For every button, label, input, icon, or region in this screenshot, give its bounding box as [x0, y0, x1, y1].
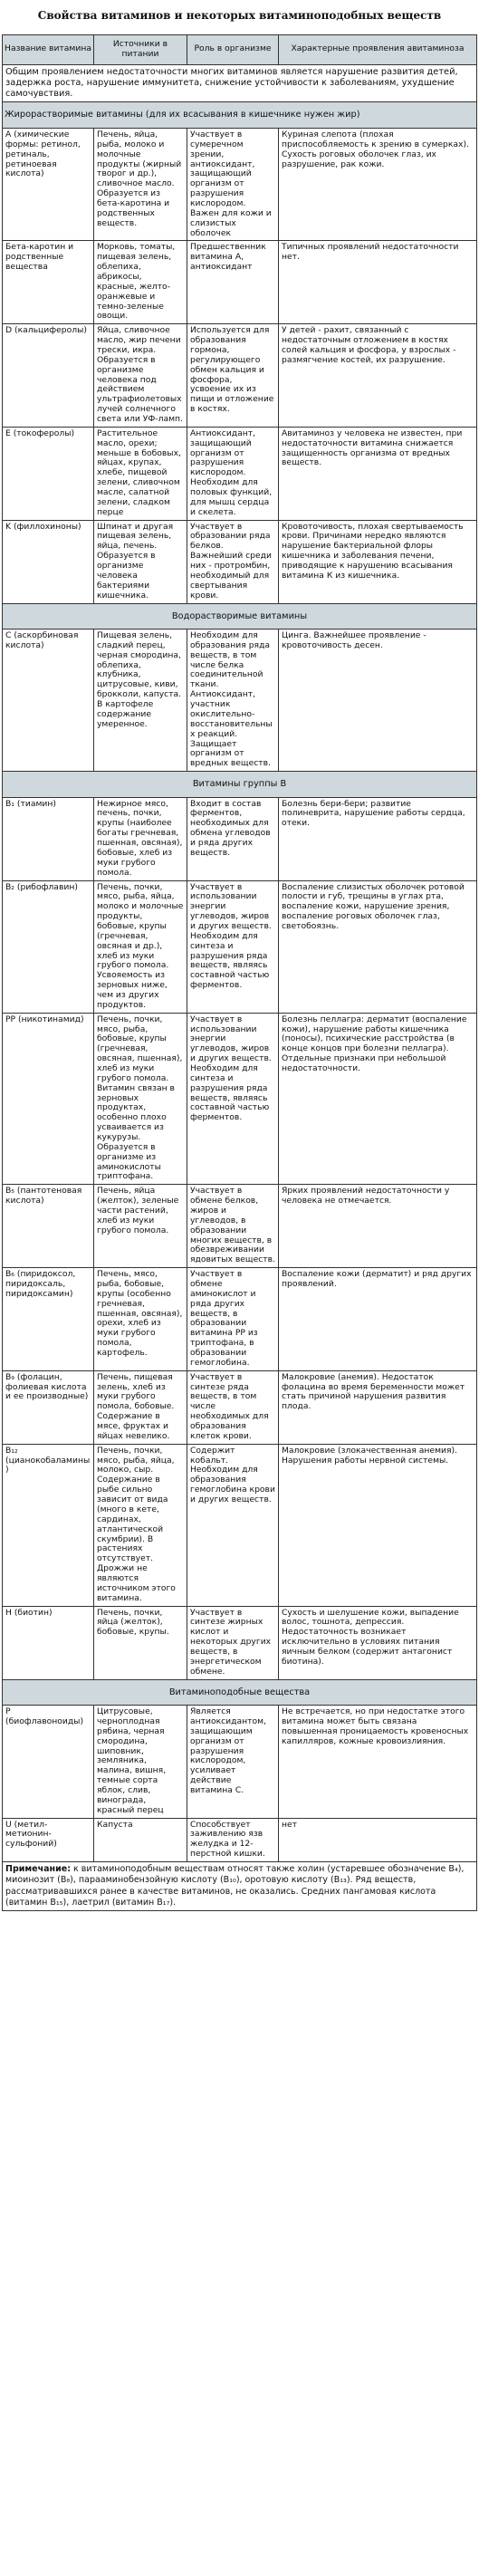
section-header-row [3, 772, 477, 798]
table-row [3, 1444, 477, 1606]
sources-cell: Печень, яйца, рыба, молоко и молочные продукты (жирный творог и др.), сливочное масло. Образуется из бета-каротина и родственных веществ. [94, 128, 187, 240]
vitamin-name-cell: P (биофлавоноиды) [3, 1706, 94, 1818]
vitamin-name-cell: D (кальциферолы) [3, 324, 94, 428]
table-row [3, 1818, 477, 1861]
section-title: Жирорастворимые витамины (для их всасывания в кишечнике нужен жир) [3, 102, 477, 129]
section-header-row [3, 102, 477, 129]
role-cell: Является антиоксидантом, защищающим организм от разрушения кислородом, усиливает действие витамина С. [187, 1706, 279, 1818]
vitamin-name-cell: H (биотин) [3, 1606, 94, 1679]
deficiency-cell: Авитаминоз у человека не известен, при недостаточности витамина снижается защищенность организма от вредных веществ. [279, 427, 477, 520]
sources-cell: Пищевая зелень, сладкий перец, черная смородина, облепиха, клубника, цитрусовые, киви, брокколи, капуста. В картофеле содержание умеренное. [94, 630, 187, 772]
role-cell: Антиоксидант, защищающий организм от разрушения кислородом. Необходим для половых функций, для мышц сердца и скелета. [187, 427, 279, 520]
section-header-row [3, 1679, 477, 1706]
vitamin-name-cell: B₅ (пантотеновая кислота) [3, 1185, 94, 1268]
sources-cell: Цитрусовые, черноплодная рябина, черная смородина, шиповник, земляника, малина, вишня, темные сорта яблок, слив, винограда, красный перец [94, 1706, 187, 1818]
deficiency-cell: Сухость и шелушение кожи, выпадение волос, тошнота, депрессия. Недостаточность возникает исключительно в условиях питания яичным белком (содержит антагонист биотина). [279, 1606, 477, 1679]
column-header-name: Название витамина [3, 35, 94, 65]
page-title: Свойства витаминов и некоторых витаминоподобных веществ [37, 9, 442, 22]
table-body [3, 64, 477, 1911]
role-cell: Участвует в синтезе жирных кислот и некоторых других веществ, в энергетическом обмене. [187, 1606, 279, 1679]
sources-cell: Печень, мясо, рыба, бобовые, крупы (особенно гречневая, пшенная, овсяная), орехи, хлеб из муки грубого помола, картофель. [94, 1268, 187, 1371]
table-row [3, 1185, 477, 1268]
sources-cell: Печень, почки, мясо, рыба, яйца, молоко, сыр. Содержание в рыбе сильно зависит от вида (много в кете, сардинах, атлантической скумбрии). В растениях отсутствует. Дрожжи не являются источником этого витамина. [94, 1444, 187, 1606]
section-title: Витаминоподобные вещества [3, 1679, 477, 1706]
intro-text: Общим проявлением недостаточности многих витаминов является нарушение развития детей, задержка роста, нарушение иммунитета, снижение устойчивости к заболеваниям, ухудшение самочувствия. [3, 64, 477, 102]
table-row [3, 128, 477, 240]
sources-cell: Печень, почки, яйца (желток), бобовые, крупы. [94, 1606, 187, 1679]
role-cell: Участвует в сумеречном зрении, антиоксидант, защищающий организм от разрушения кислородом. Важен для кожи и слизистых оболочек [187, 128, 279, 240]
sources-cell: Яйца, сливочное масло, жир печени трески, икра. Образуется в организме человека под действием ультрафиолетовых лучей солнечного света или УФ-ламп. [94, 324, 187, 428]
table-row [3, 520, 477, 603]
table-header-row [3, 35, 477, 65]
role-cell: Участвует в обмене белков, жиров и углеводов, в образовании многих веществ, в обезвреживании ядовитых веществ. [187, 1185, 279, 1268]
role-cell: Содержит кобальт. Необходим для образования гемоглобина крови и других веществ. [187, 1444, 279, 1606]
sources-cell: Печень, пищевая зелень, хлеб из муки грубого помола, бобовые. Содержание в мясе, фруктах и яйцах невелико. [94, 1370, 187, 1444]
column-header-sources: Источники в питании [94, 35, 187, 65]
vitamin-name-cell: B₂ (рибофлавин) [3, 880, 94, 1013]
role-cell: Используется для образования гормона, регулирующего обмен кальция и фосфора, усвоение их из пищи и отложение в костях. [187, 324, 279, 428]
role-cell: Участвует в использовании энергии углеводов, жиров и других веществ. Необходим для синтеза и разрушения ряда веществ, являясь составной частью ферментов. [187, 880, 279, 1013]
vitamin-name-cell: C (аскорбиновая кислота) [3, 630, 94, 772]
sources-cell: Печень, почки, мясо, рыба, яйца, молоко и молочные продукты, бобовые, крупы (гречневая, овсяная и др.), хлеб из муки грубого помола. Усвояемость из зерновых ниже, чем из других продуктов. [94, 880, 187, 1013]
table-row [3, 427, 477, 520]
section-title: Водорастворимые витамины [3, 603, 477, 630]
vitamin-name-cell: U (метил-метионин-сульфоний) [3, 1818, 94, 1861]
deficiency-cell: У детей - рахит, связанный с недостаточным отложением в костях солей кальция и фосфора, у взрослых - размягчение костей, их разрушение. [279, 324, 477, 428]
deficiency-cell: Воспаление слизистых оболочек ротовой полости и губ, трещины в углах рта, воспаление кожи, нарушение зрения, воспаление роговых оболочек глаз, светобоязнь. [279, 880, 477, 1013]
table-row [3, 1370, 477, 1444]
vitamin-name-cell: PP (никотинамид) [3, 1013, 94, 1185]
vitamin-name-cell: E (токоферолы) [3, 427, 94, 520]
vitamin-name-cell: A (химические формы: ретинол, ретиналь, ретиноевая кислота) [3, 128, 94, 240]
role-cell: Предшественник витамина А, антиоксидант [187, 241, 279, 324]
sources-cell: Печень, яйца (желток), зеленые части растений, хлеб из муки грубого помола. [94, 1185, 187, 1268]
sources-cell: Шпинат и другая пищевая зелень, яйца, печень. Образуется в организме человека бактериями кишечника. [94, 520, 187, 603]
role-cell: Участвует в образовании ряда белков. Важнейший среди них - протромбин, необходимый для свертывания крови. [187, 520, 279, 603]
deficiency-cell: Типичных проявлений недостаточности нет. [279, 241, 477, 324]
role-cell: Необходим для образования ряда веществ, в том числе белка соединительной ткани. Антиоксидант, участник окислительно-восстановительных реакций. Защищает организм от вредных веществ. [187, 630, 279, 772]
deficiency-cell: Цинга. Важнейшее проявление - кровоточивость десен. [279, 630, 477, 772]
sources-cell: Нежирное мясо, печень, почки, крупы (наиболее богаты гречневая, пшенная, овсяная), бобовые, хлеб из муки грубого помола. [94, 797, 187, 880]
column-header-role: Роль в организме [187, 35, 279, 65]
table-row [3, 630, 477, 772]
table-row [3, 1606, 477, 1679]
vitamin-name-cell: Бета-каротин и родственные вещества [3, 241, 94, 324]
table-row [3, 241, 477, 324]
role-cell: Участвует в синтезе ряда веществ, в том числе необходимых для образования клеток крови. [187, 1370, 279, 1444]
vitamin-name-cell: B₆ (пиридоксол, пиридоксаль, пиридоксамин) [3, 1268, 94, 1371]
deficiency-cell: Воспаление кожи (дерматит) и ряд других проявлений. [279, 1268, 477, 1371]
intro-row [3, 64, 477, 102]
role-cell: Участвует в обмене аминокислот и ряда других веществ, в образовании витамина PP из триптофана, в образовании гемоглобина. [187, 1268, 279, 1371]
table-row [3, 1268, 477, 1371]
deficiency-cell: нет [279, 1818, 477, 1861]
deficiency-cell: Болезнь пеллагра: дерматит (воспаление кожи), нарушение работы кишечника (поносы), психические расстройства (в конце концов при болезни пеллагра). Отдельные признаки при небольшой недостаточности. [279, 1013, 477, 1185]
table-row [3, 1013, 477, 1185]
table-row [3, 1706, 477, 1818]
vitamin-name-cell: K (филлохиноны) [3, 520, 94, 603]
vitamins-table [2, 34, 477, 1911]
deficiency-cell: Малокровие (анемия). Недостаток фолацина во время беременности может стать причиной нарушения развития плода. [279, 1370, 477, 1444]
deficiency-cell: Кровоточивость, плохая свертываемость крови. Причинами нередко являются нарушение бактериальной флоры кишечника и заболевания печени, приводящие к нарушению всасывания витамина К из кишечника. [279, 520, 477, 603]
vitamin-name-cell: B₁₂ (цианокобаламины) [3, 1444, 94, 1606]
section-header-row [3, 603, 477, 630]
deficiency-cell: Не встречается, но при недостатке этого витамина может быть связана повышенная проницаемость кровеносных капилляров, кожные кровоизлияния. [279, 1706, 477, 1818]
note-row [3, 1861, 477, 1910]
note-label: Примечание: [5, 1863, 72, 1874]
sources-cell: Растительное масло, орехи; меньше в бобовых, яйцах, крупах, хлебе, пищевой зелени, сливочном масле, салатной зелени, сладком перце [94, 427, 187, 520]
role-cell: Способствует заживлению язв желудка и 12-перстной кишки. [187, 1818, 279, 1861]
section-title: Витамины группы B [3, 772, 477, 798]
deficiency-cell: Болезнь бери-бери; развитие полиневрита, нарушение работы сердца, отеки. [279, 797, 477, 880]
vitamin-name-cell: B₁ (тиамин) [3, 797, 94, 880]
table-row [3, 797, 477, 880]
role-cell: Участвует в использовании энергии углеводов, жиров и других веществ. Необходим для синтеза и разрушения ряда веществ, являясь составной частью ферментов. [187, 1013, 279, 1185]
sources-cell: Печень, почки, мясо, рыба, бобовые, крупы (гречневая, овсяная, пшенная), хлеб из муки грубого помола. Витамин связан в зерновых продуктах, особенно плохо усваивается из кукурузы. Образуется в организме из аминокислоты триптофана. [94, 1013, 187, 1185]
note-cell [3, 1861, 477, 1910]
deficiency-cell: Ярких проявлений недостаточности у человека не отмечается. [279, 1185, 477, 1268]
column-header-deficiency: Характерные проявления авитаминоза [279, 35, 477, 65]
role-cell: Входит в состав ферментов, необходимых для обмена углеводов и ряда других веществ. [187, 797, 279, 880]
sources-cell: Капуста [94, 1818, 187, 1861]
vitamin-name-cell: B₉ (фолацин, фолиевая кислота и ее производные) [3, 1370, 94, 1444]
table-row [3, 880, 477, 1013]
note-text: к витаминоподобным веществам относят также холин (устаревшее обозначение B₄), миоинозит (B₈), парааминобензойную кислоту (B₁₀), оротовую кислоту (B₁₃). Ряд веществ, рассматривавшихся ранее в качестве витаминов, не оказались. Средних пангамовая кислота (витамин B₁₅), лаетрил (витамин B₁₇). [5, 1863, 465, 1908]
deficiency-cell: Малокровие (злокачественная анемия). Нарушения работы нервной системы. [279, 1444, 477, 1606]
table-row [3, 324, 477, 428]
deficiency-cell: Куриная слепота (плохая приспособляемость к зрению в сумерках). Сухость роговых оболочек глаз, их разрушение, рак кожи. [279, 128, 477, 240]
sources-cell: Морковь, томаты, пищевая зелень, облепиха, абрикосы, красные, желто-оранжевые и темно-зеленые овощи. [94, 241, 187, 324]
